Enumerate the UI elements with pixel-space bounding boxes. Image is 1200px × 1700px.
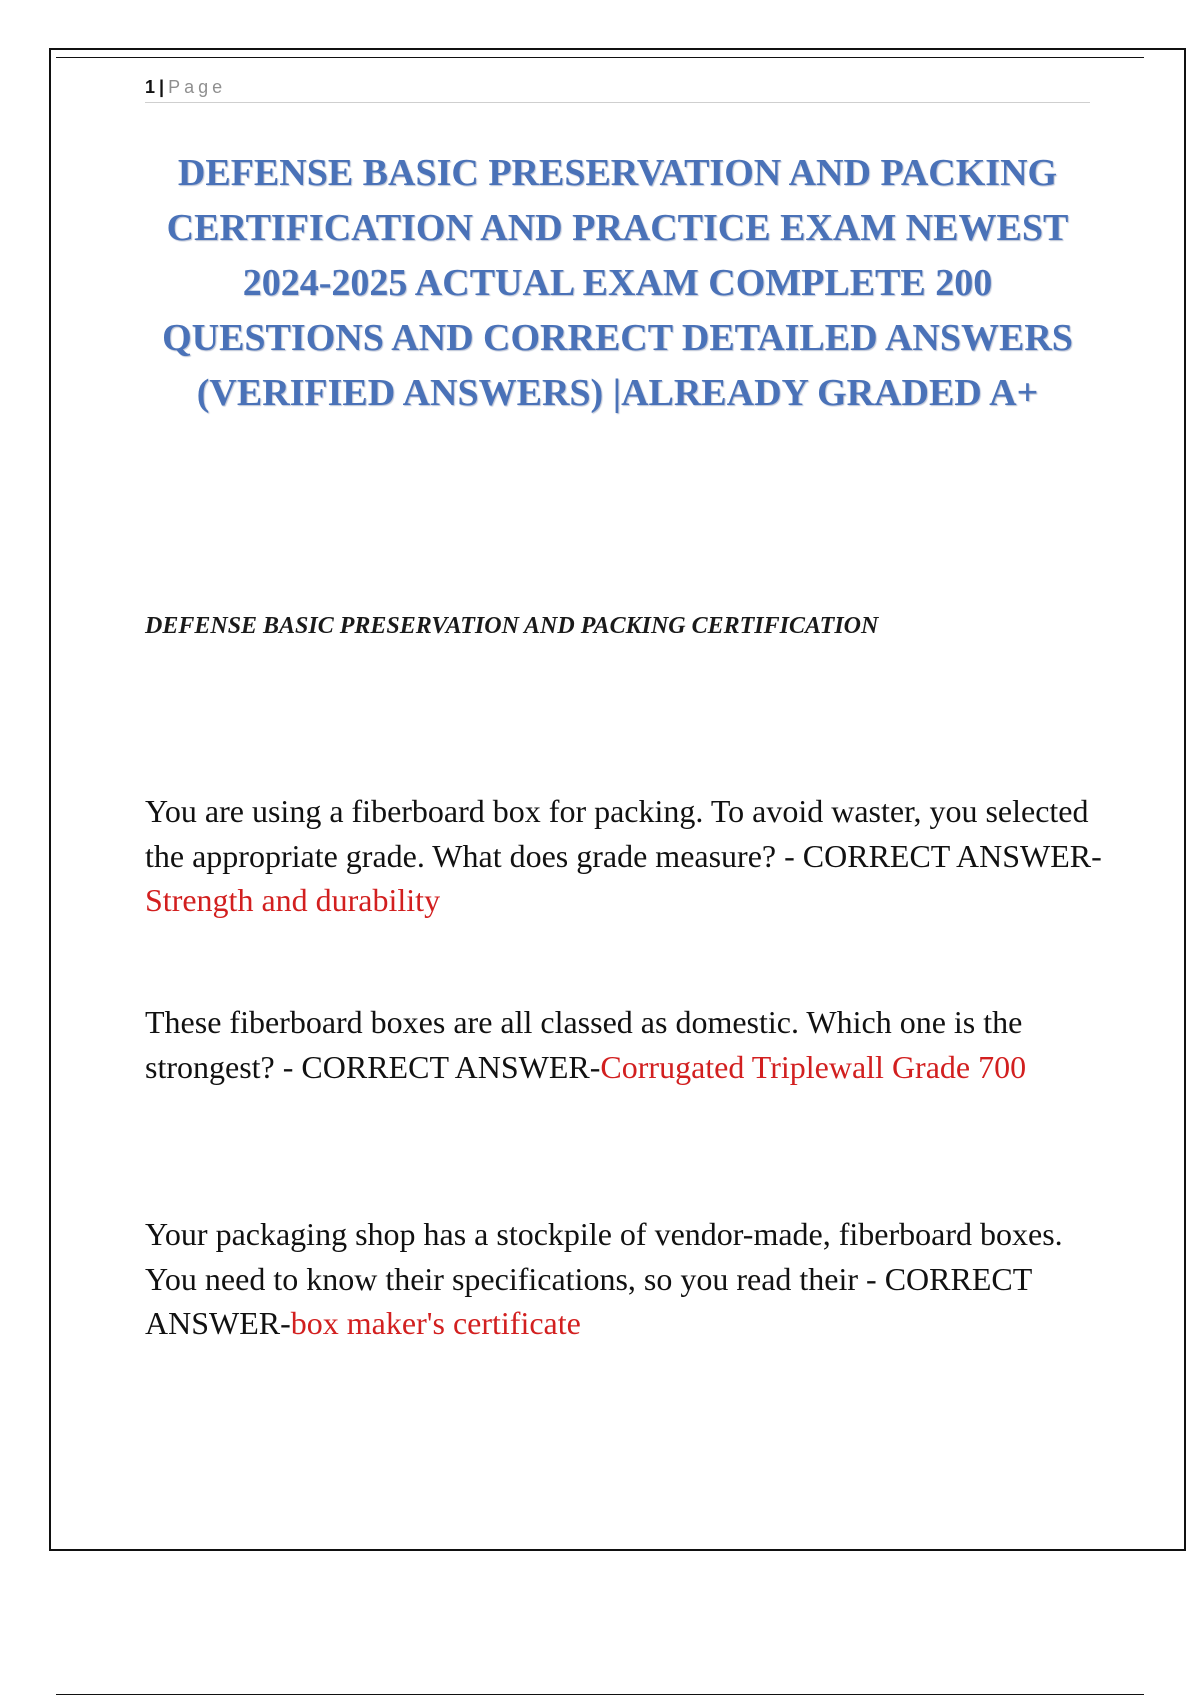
question-text: Your packaging shop has a stockpile of vendor-made, fiberboard boxes. You need to know their specifications, so you read their - CORRECT ANSWER- (145, 1216, 1063, 1341)
section-heading: DEFENSE BASIC PRESERVATION AND PACKING CERTIFICATION (145, 613, 879, 639)
top-rule (56, 57, 1144, 58)
page-header (145, 74, 1090, 103)
page-label: Page (168, 77, 227, 97)
answer-text: Corrugated Triplewall Grade 700 (600, 1048, 1027, 1085)
question-item (145, 1000, 1105, 1089)
page-number: 1 (145, 77, 156, 97)
answer-text: Strength and durability (145, 882, 441, 918)
page-separator: | (159, 77, 165, 97)
question-text: These fiberboard boxes are all classed as domestic. Which one is the strongest? - CORRECT ANSWER- (145, 1004, 1023, 1085)
document-title: DEFENSE BASIC PRESERVATION AND PACKING CERTIFICATION AND PRACTICE EXAM NEWEST 2024-2025 ACTUAL EXAM COMPLETE 200 QUESTIONS AND CORRECT DETAILED ANSWERS (VERIFIED ANSWERS) |ALREADY GRADED A+ (162, 152, 1073, 414)
bottom-rule (56, 1694, 1144, 1695)
question-text: You are using a fiberboard box for packing. To avoid waster, you selected the appropriate grade. What does grade measure? - CORRECT ANSWER- (145, 793, 1102, 874)
question-item (145, 1212, 1105, 1346)
question-item (145, 789, 1105, 923)
answer-text: box maker's certificate (290, 1305, 581, 1341)
